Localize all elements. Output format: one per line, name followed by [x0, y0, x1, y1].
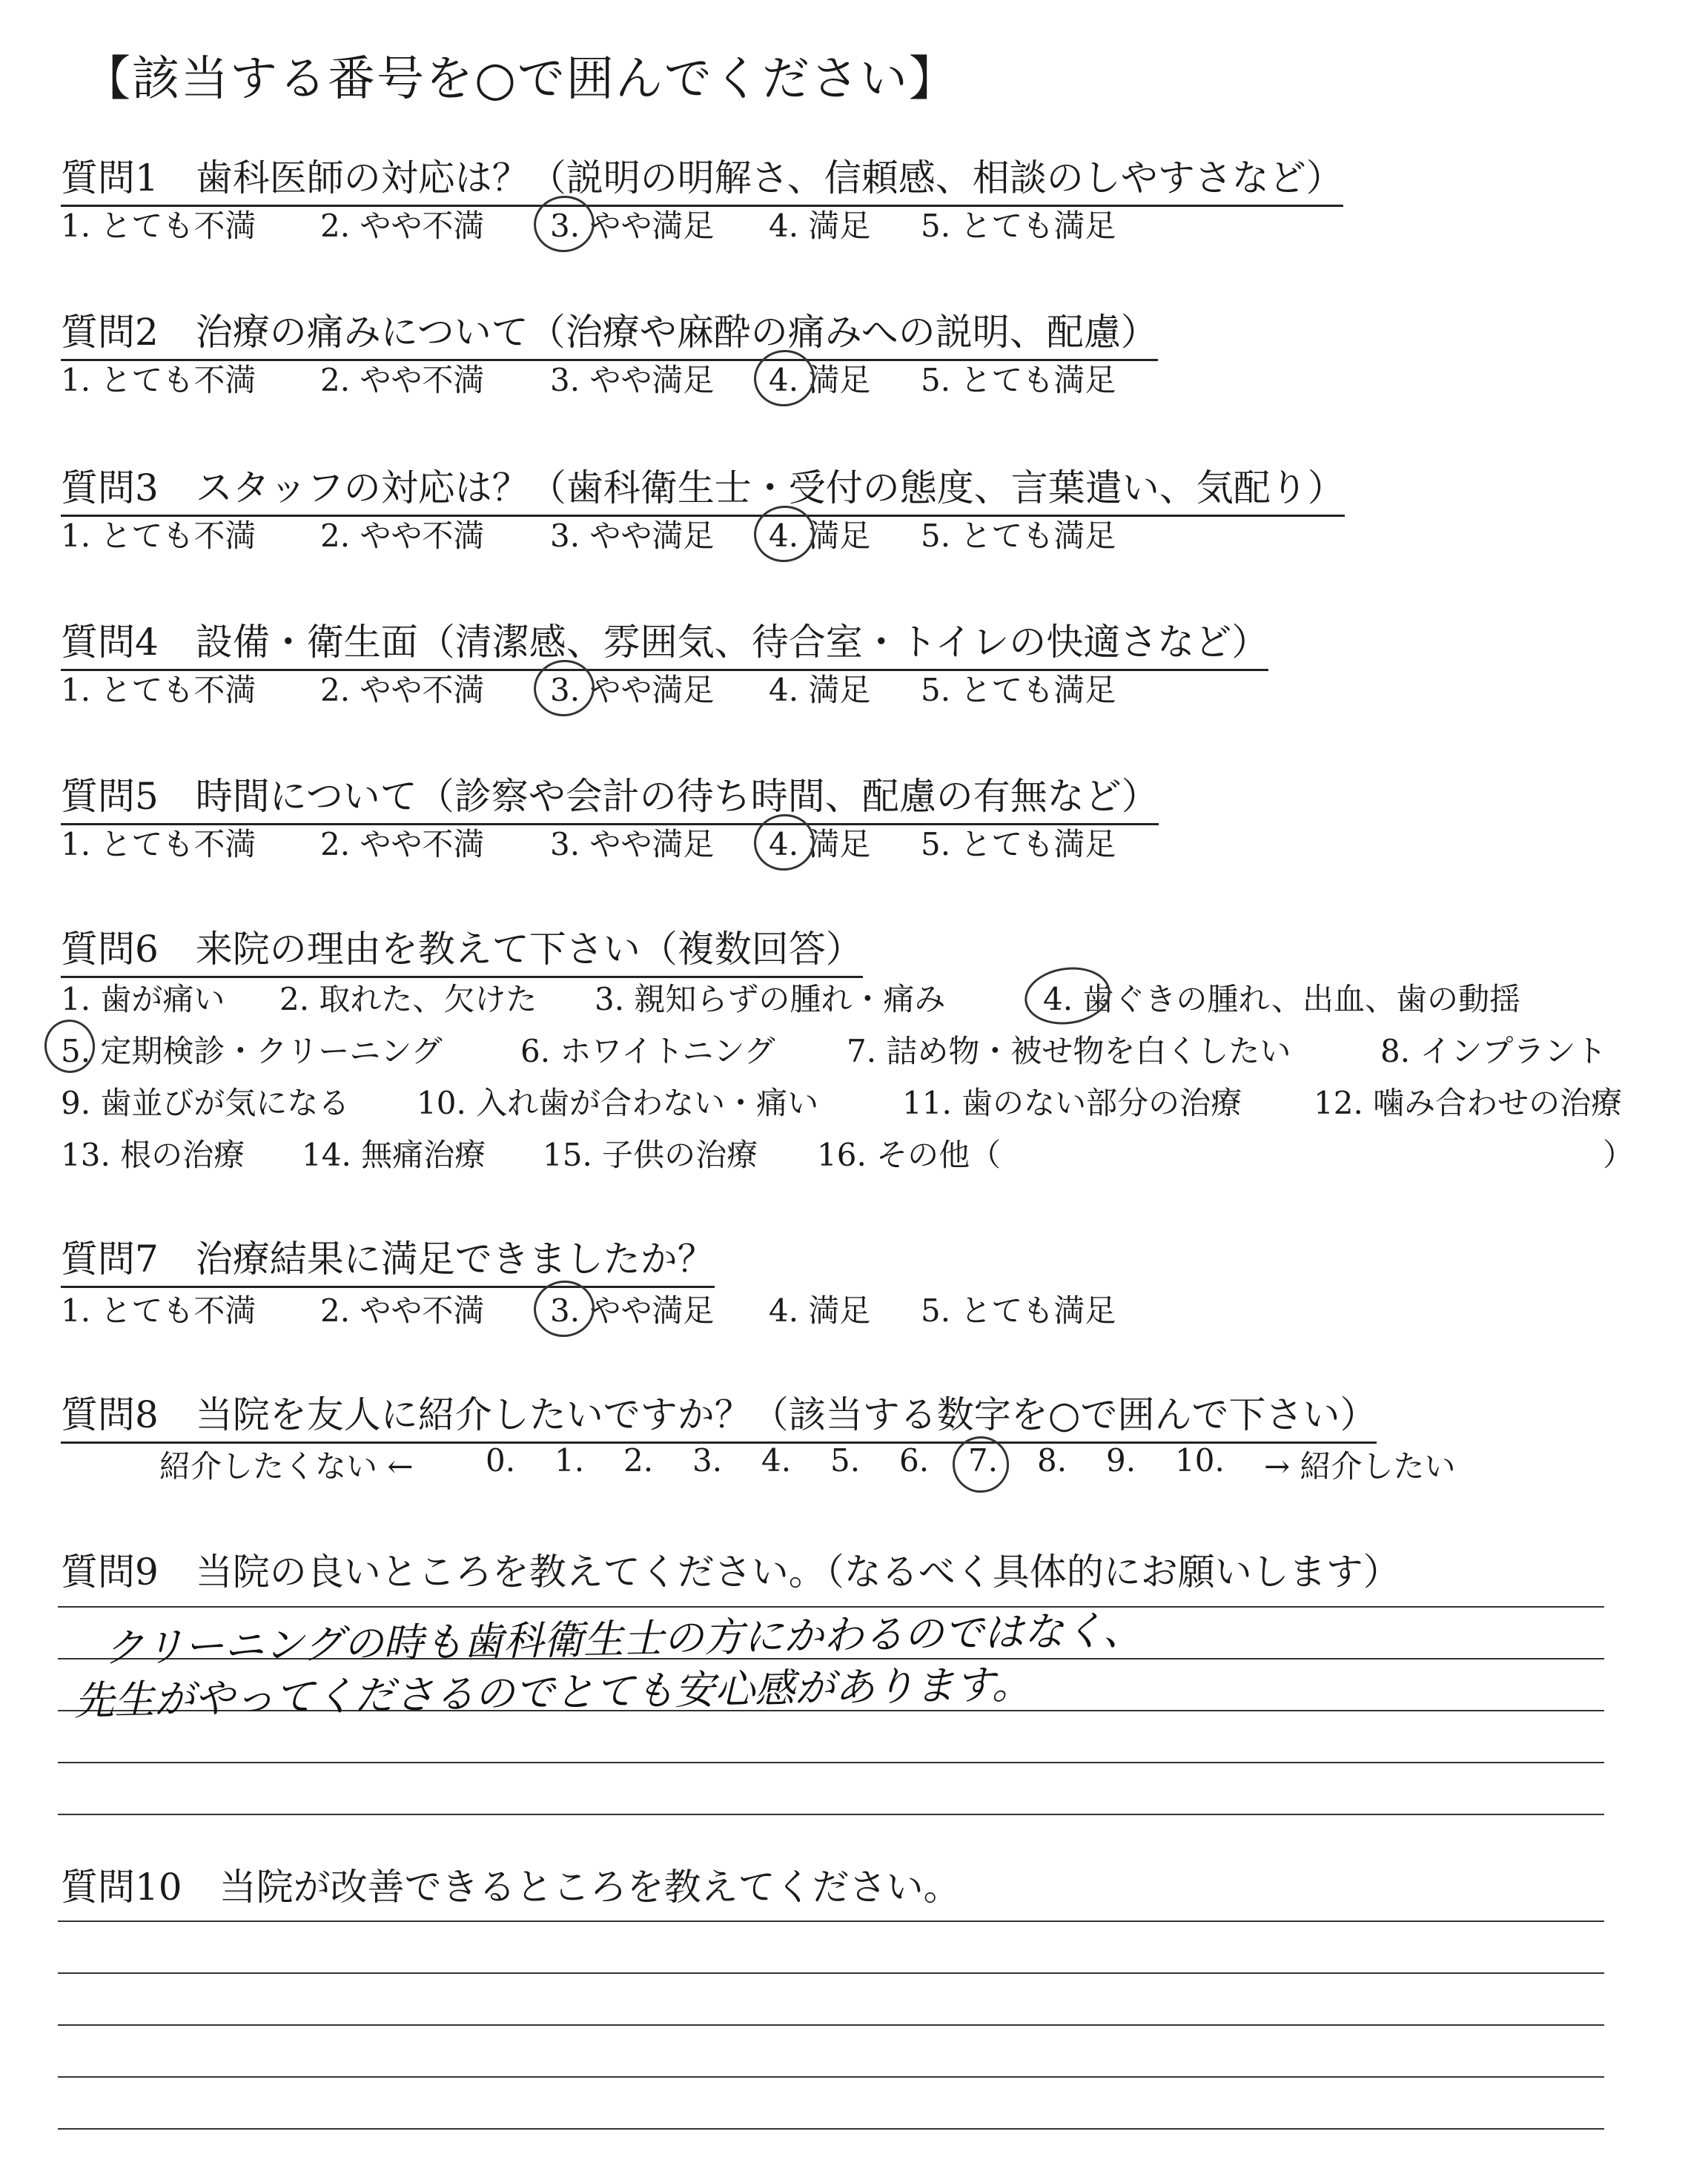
q10-answer-line-5 [58, 2128, 1604, 2130]
q3-option-2[interactable]: 2. やや不満 [320, 518, 485, 554]
q5-option-3[interactable]: 3. やや満足 [550, 826, 715, 862]
question-10-title: 質問10 当院が改善できるところを教えてください。 [61, 1866, 961, 1909]
q6-option-16[interactable]: 16. その他（ [817, 1137, 1002, 1173]
q8-left-label: 紹介したくない ← [159, 1448, 414, 1484]
question-6-options [61, 975, 1662, 1190]
q5-option-2[interactable]: 2. やや不満 [320, 826, 485, 862]
question-2-title: 質問2 治療の痛みについて（治療や麻酔の痛みへの説明、配慮） [61, 303, 1158, 361]
q8-number-9[interactable]: 9. [1106, 1442, 1136, 1479]
q4-option-3[interactable]: 3. やや満足 [550, 672, 715, 708]
q5-option-4[interactable]: 4. 満足 [769, 826, 871, 862]
question-7-title: 質問7 治療結果に満足できましたか？ [61, 1229, 715, 1288]
q8-number-6[interactable]: 6. [899, 1442, 930, 1479]
q8-number-0[interactable]: 0. [486, 1442, 516, 1479]
q10-answer-line-1 [58, 1920, 1604, 1922]
q2-option-2[interactable]: 2. やや不満 [320, 362, 485, 398]
q9-handwritten-answer-2: 先生がやってくださるのでとても安心感があります。 [73, 1660, 1033, 1725]
q8-number-5[interactable]: 5. [830, 1442, 861, 1479]
q9-answer-line-4 [58, 1762, 1604, 1763]
q1-option-4[interactable]: 4. 満足 [769, 208, 871, 244]
q3-option-4[interactable]: 4. 満足 [769, 518, 871, 554]
question-4-options [61, 666, 1321, 710]
question-3-title: 質問3 スタッフの対応は？（歯科衛生士・受付の態度、言葉遣い、気配り） [61, 458, 1345, 517]
q6-option-15[interactable]: 15. 子供の治療 [543, 1137, 758, 1173]
q6-option-13[interactable]: 13. 根の治療 [61, 1137, 245, 1173]
q10-answer-line-4 [58, 2076, 1604, 2078]
q6-option-11[interactable]: 11. 歯のない部分の治療 [902, 1085, 1242, 1121]
q6-option-8[interactable]: 8. インプラント [1380, 1033, 1607, 1069]
q7-option-5[interactable]: 5. とても満足 [921, 1292, 1116, 1329]
question-9-title: 質問9 当院の良いところを教えてください。（なるべく具体的にお願いします） [61, 1550, 1400, 1593]
question-4-title: 質問4 設備・衛生面（清潔感、雰囲気、待合室・トイレの快適さなど） [61, 612, 1268, 671]
q3-option-5[interactable]: 5. とても満足 [921, 518, 1116, 554]
q7-option-4[interactable]: 4. 満足 [769, 1292, 871, 1329]
q6-option-10[interactable]: 10. 入れ歯が合わない・痛い [417, 1085, 819, 1121]
q4-option-4[interactable]: 4. 満足 [769, 672, 871, 708]
q8-number-3[interactable]: 3. [692, 1442, 723, 1479]
q6-option-16-close: ） [1603, 1137, 1635, 1173]
q8-right-label: → 紹介したい [1264, 1448, 1456, 1484]
q1-option-3[interactable]: 3. やや満足 [550, 208, 715, 244]
q7-option-1[interactable]: 1. とても不満 [61, 1292, 256, 1329]
question-5-options [61, 820, 1321, 865]
q2-option-3[interactable]: 3. やや満足 [550, 362, 715, 398]
question-2-options [61, 356, 1321, 400]
q4-option-2[interactable]: 2. やや不満 [320, 672, 485, 708]
q8-selected-circle [949, 1433, 1013, 1496]
q6-option-9[interactable]: 9. 歯並びが気になる [61, 1085, 350, 1121]
q8-number-4[interactable]: 4. [761, 1442, 792, 1479]
q1-option-5[interactable]: 5. とても満足 [921, 208, 1116, 244]
q7-option-3[interactable]: 3. やや満足 [550, 1292, 715, 1329]
q6-option-5[interactable]: 5. 定期検診・クリーニング [61, 1033, 443, 1069]
q6-option-1[interactable]: 1. 歯が痛い [61, 981, 225, 1017]
page-title: 【該当する番号を○で囲んでください】 [83, 52, 958, 107]
q6-option-6[interactable]: 6. ホワイトニング [520, 1033, 775, 1069]
q3-option-3[interactable]: 3. やや満足 [550, 518, 715, 554]
question-7-options [61, 1287, 1321, 1331]
q5-option-5[interactable]: 5. とても満足 [921, 826, 1116, 862]
q1-option-1[interactable]: 1. とても不満 [61, 208, 256, 244]
q7-option-2[interactable]: 2. やや不満 [320, 1292, 485, 1329]
q4-option-1[interactable]: 1. とても不満 [61, 672, 256, 708]
q6-option-3[interactable]: 3. 親知らずの腫れ・痛み [595, 981, 946, 1017]
q6-option-7[interactable]: 7. 詰め物・被せ物を白くしたい [847, 1033, 1291, 1069]
q8-number-7[interactable]: 7. [968, 1442, 999, 1479]
q4-option-5[interactable]: 5. とても満足 [921, 672, 1116, 708]
question-3-options [61, 512, 1321, 556]
q9-answer-line-5 [58, 1814, 1604, 1815]
q10-answer-line-3 [58, 2024, 1604, 2026]
question-8-scale [159, 1442, 1494, 1487]
q2-option-5[interactable]: 5. とても満足 [921, 362, 1116, 398]
q8-number-10[interactable]: 10. [1175, 1442, 1225, 1479]
q6-option-2[interactable]: 2. 取れた、欠けた [279, 981, 537, 1017]
q1-option-2[interactable]: 2. やや不満 [320, 208, 485, 244]
q2-option-4[interactable]: 4. 満足 [769, 362, 871, 398]
q9-handwritten-answer-1: クリーニングの時も歯科衛生士の方にかわるのではなく、 [103, 1606, 1144, 1672]
question-5-title: 質問5 時間について（診察や会計の待ち時間、配慮の有無など） [61, 767, 1159, 825]
q3-option-1[interactable]: 1. とても不満 [61, 518, 256, 554]
q8-number-8[interactable]: 8. [1037, 1442, 1068, 1479]
question-1-options [61, 202, 1321, 246]
q10-answer-line-2 [58, 1972, 1604, 1974]
q6-option-12[interactable]: 12. 噛み合わせの治療 [1314, 1085, 1623, 1121]
question-1-title: 質問1 歯科医師の対応は？（説明の明解さ、信頼感、相談のしやすさなど） [61, 148, 1343, 207]
q6-option-14[interactable]: 14. 無痛治療 [302, 1137, 486, 1173]
question-6-title: 質問6 来院の理由を教えて下さい（複数回答） [61, 919, 863, 978]
q6-option-4[interactable]: 4. 歯ぐきの腫れ、出血、歯の動揺 [1043, 981, 1520, 1017]
q8-number-1[interactable]: 1. [555, 1442, 585, 1479]
question-8-title: 質問8 当院を友人に紹介したいですか？（該当する数字を○で囲んで下さい） [61, 1385, 1377, 1444]
q2-option-1[interactable]: 1. とても不満 [61, 362, 256, 398]
q8-number-2[interactable]: 2. [623, 1442, 654, 1479]
q5-option-1[interactable]: 1. とても不満 [61, 826, 256, 862]
